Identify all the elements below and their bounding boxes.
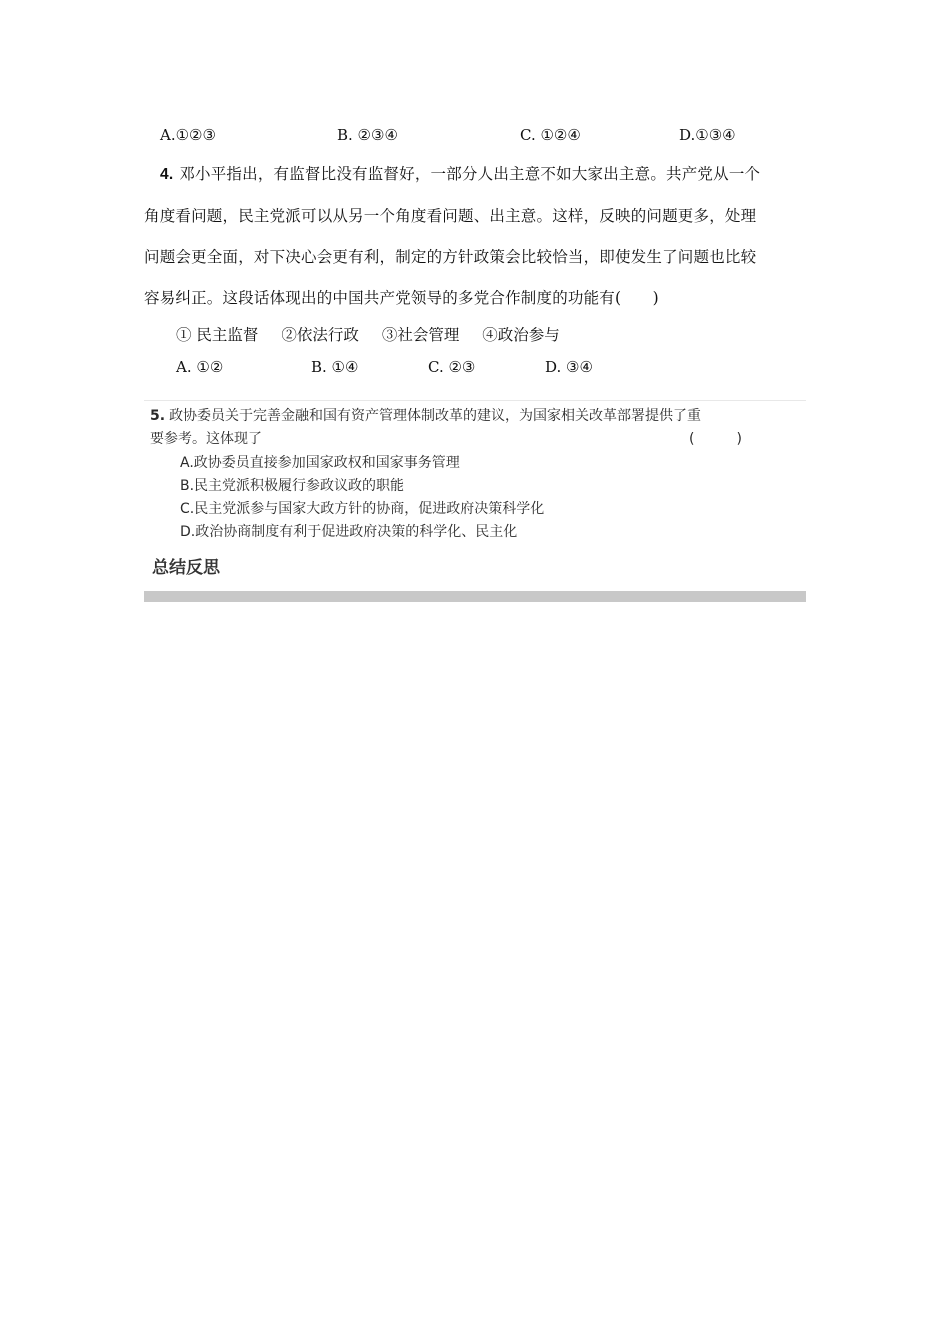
q3-option-c: C. ①②④: [520, 126, 581, 144]
q3-option-b: B. ②③④: [337, 126, 398, 144]
q4-item-3: ③社会管理: [381, 326, 460, 344]
q5-question-block: [144, 400, 806, 541]
q4-stem-line-4: 容易纠正。这段话体现出的中国共产党领导的多党合作制度的功能有( ): [144, 289, 659, 307]
q5-option-a: A.政协委员直接参加国家政权和国家事务管理: [180, 455, 460, 471]
q5-option-b: B.民主党派积极履行参政议政的职能: [180, 478, 405, 494]
q5-option-c: C.民主党派参与国家大政方针的协商，促进政府决策科学化: [180, 501, 545, 517]
q5-stem-line-1: 5. 政协委员关于完善金融和国有资产管理体制改革的建议，为国家相关改革部署提供了重: [150, 408, 702, 424]
q5-stem-line-2: 要参考。这体现了: [150, 431, 262, 447]
q4-answer-d: D. ③④: [545, 358, 593, 376]
summary-heading: 总结反思: [152, 558, 220, 578]
q4-stem-line-3: 问题会更全面，对下决心会更有利，制定的方针政策会比较恰当，即使发生了问题也比较: [144, 248, 757, 266]
q4-item-2: ②依法行政: [281, 326, 359, 344]
section-divider-bar: [144, 591, 806, 602]
q5-answer-blank: ( ): [689, 431, 742, 447]
q5-option-d: D.政治协商制度有利于促进政府决策的科学化、民主化: [180, 524, 518, 540]
q4-answer-c: C. ②③: [428, 358, 476, 376]
q4-item-list: [176, 323, 578, 345]
q4-stem-line-2: 角度看问题，民主党派可以从另一个角度看问题、出主意。这样，反映的问题更多，处理: [144, 207, 757, 225]
q4-number: 4.: [160, 166, 174, 183]
q4-item-1: ① 民主监督: [176, 326, 259, 344]
q4-item-4: ④政治参与: [482, 326, 560, 344]
q5-number: 5.: [150, 408, 166, 424]
q4-stem-line-1: 4. 邓小平指出，有监督比没有监督好，一部分人出主意不如大家出主意。共产党从一个: [160, 165, 761, 183]
q3-option-a: A.①②③: [160, 126, 216, 144]
q4-answer-a: A. ①②: [176, 358, 224, 376]
q3-option-d: D.①③④: [679, 126, 736, 144]
q4-answer-b: B. ①④: [311, 358, 359, 376]
